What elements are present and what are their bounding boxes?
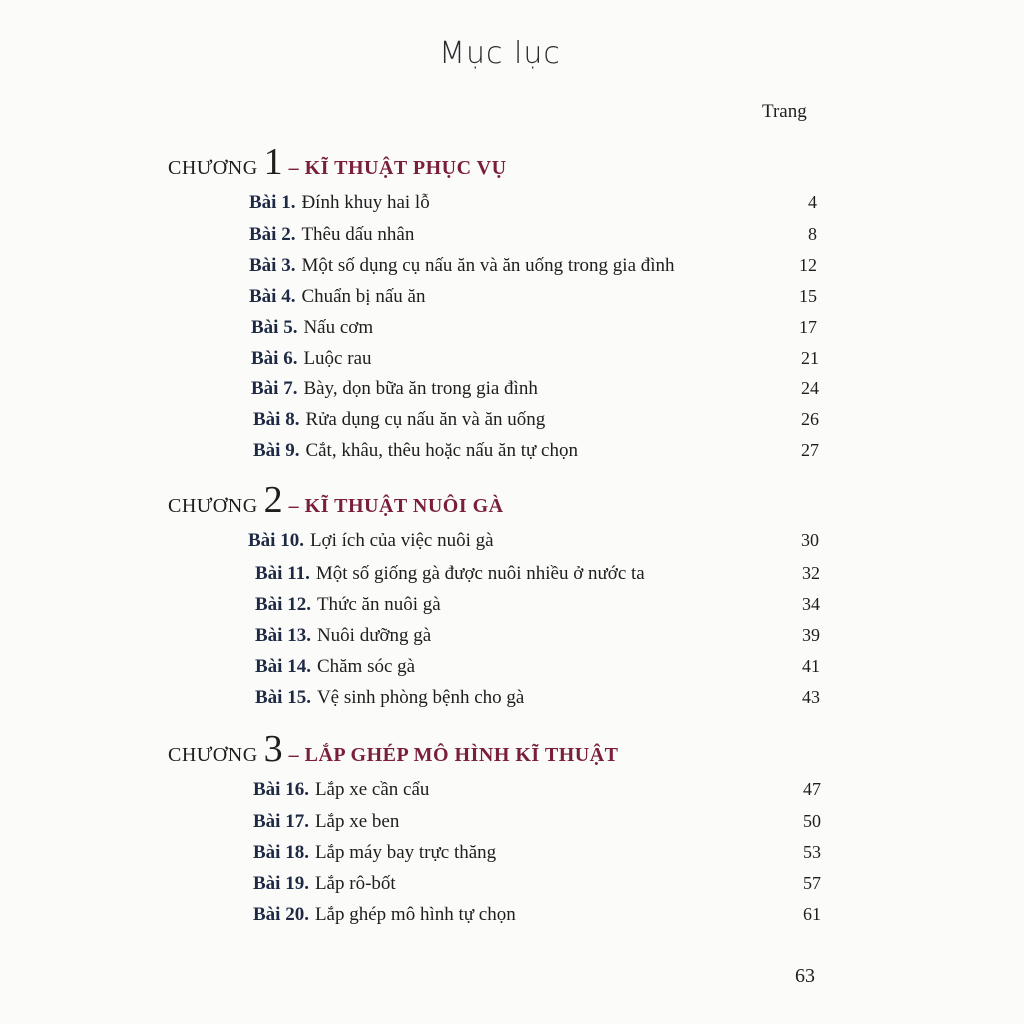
chapter-title: KĨ THUẬT NUÔI GÀ (304, 495, 504, 517)
chapter-dash: – (288, 495, 299, 517)
chapter-number: 3 (263, 728, 283, 770)
lesson-title: Vệ sinh phòng bệnh cho gà (316, 687, 525, 708)
lesson-page: 57 (803, 873, 821, 893)
lesson-number: Bài 17. (253, 811, 309, 832)
chapter-word: CHƯƠNG (168, 157, 258, 179)
lesson-page: 26 (801, 409, 819, 429)
toc-entry (251, 378, 819, 406)
lesson-page: 61 (803, 904, 821, 924)
lesson-number: Bài 5. (251, 317, 298, 338)
lesson-page: 41 (802, 656, 820, 676)
chapter-dash: – (288, 744, 299, 766)
toc-entry (249, 224, 817, 252)
lesson-title: Thêu dấu nhân (301, 224, 415, 245)
lesson-number: Bài 13. (255, 625, 311, 646)
lesson-number: Bài 9. (253, 440, 300, 461)
toc-entry (253, 904, 821, 932)
lesson-title: Cắt, khâu, thêu hoặc nấu ăn tự chọn (305, 440, 578, 461)
toc-entry (255, 563, 820, 591)
lesson-number: Bài 14. (255, 656, 311, 677)
chapter-heading-2 (168, 478, 504, 522)
chapter-title: LẮP GHÉP MÔ HÌNH KĨ THUẬT (304, 744, 619, 766)
lesson-page: 15 (799, 286, 817, 306)
lesson-number: Bài 10. (248, 530, 304, 551)
lesson-number: Bài 11. (255, 563, 310, 584)
chapter-heading-1 (168, 140, 507, 184)
toc-entry (251, 348, 819, 376)
lesson-title: Nuôi dưỡng gà (316, 625, 432, 646)
toc-entry (253, 440, 819, 468)
lesson-number: Bài 4. (249, 286, 296, 307)
page-number: 63 (795, 965, 815, 987)
page-column-label: Trang (762, 101, 807, 122)
toc-entry (248, 530, 819, 558)
chapter-word: CHƯƠNG (168, 744, 258, 766)
lesson-page: 32 (802, 563, 820, 583)
toc-entry (251, 317, 817, 345)
lesson-page: 39 (802, 625, 820, 645)
lesson-title: Một số dụng cụ nấu ăn và ăn uống trong gia đình (301, 255, 675, 276)
lesson-title: Lợi ích của việc nuôi gà (309, 530, 494, 551)
lesson-title: Luộc rau (303, 348, 372, 369)
lesson-number: Bài 1. (249, 192, 296, 213)
toc-entry (253, 779, 821, 807)
lesson-title: Đính khuy hai lỗ (301, 192, 430, 213)
lesson-page: 4 (808, 192, 817, 212)
lesson-title: Rửa dụng cụ nấu ăn và ăn uống (305, 409, 546, 430)
lesson-number: Bài 8. (253, 409, 300, 430)
lesson-page: 34 (802, 594, 820, 614)
toc-entry (255, 594, 820, 622)
toc-entry (255, 625, 820, 653)
lesson-title: Lắp xe cần cẩu (314, 779, 430, 800)
lesson-title: Lắp rô-bốt (314, 873, 396, 894)
lesson-page: 24 (801, 378, 819, 398)
chapter-word: CHƯƠNG (168, 495, 258, 517)
lesson-number: Bài 3. (249, 255, 296, 276)
toc-entry (253, 842, 821, 870)
lesson-number: Bài 7. (251, 378, 298, 399)
toc-entry (255, 687, 820, 715)
toc-entry (249, 192, 817, 220)
chapter-number: 2 (263, 479, 283, 521)
lesson-title: Lắp máy bay trực thăng (314, 842, 497, 863)
lesson-title: Lắp xe ben (314, 811, 400, 832)
lesson-page: 8 (808, 224, 817, 244)
lesson-page: 12 (799, 255, 817, 275)
lesson-page: 53 (803, 842, 821, 862)
chapter-number: 1 (263, 141, 283, 183)
toc-entry (249, 286, 817, 314)
lesson-number: Bài 2. (249, 224, 296, 245)
lesson-title: Nấu cơm (303, 317, 374, 338)
lesson-page: 21 (801, 348, 819, 368)
lesson-page: 50 (803, 811, 821, 831)
lesson-page: 43 (802, 687, 820, 707)
lesson-number: Bài 18. (253, 842, 309, 863)
lesson-title: Bày, dọn bữa ăn trong gia đình (303, 378, 538, 399)
toc-entry (253, 409, 819, 437)
lesson-number: Bài 15. (255, 687, 311, 708)
toc-entry (255, 656, 820, 684)
lesson-title: Thức ăn nuôi gà (316, 594, 441, 615)
lesson-title: Chuẩn bị nấu ăn (301, 286, 426, 307)
lesson-title: Chăm sóc gà (316, 656, 416, 677)
lesson-page: 47 (803, 779, 821, 799)
lesson-number: Bài 20. (253, 904, 309, 925)
lesson-title: Một số giống gà được nuôi nhiều ở nước ta (315, 563, 645, 584)
toc-entry (253, 811, 821, 839)
toc-entry (249, 255, 817, 283)
lesson-page: 30 (801, 530, 819, 550)
lesson-number: Bài 6. (251, 348, 298, 369)
lesson-number: Bài 19. (253, 873, 309, 894)
lesson-page: 27 (801, 440, 819, 460)
lesson-number: Bài 16. (253, 779, 309, 800)
lesson-number: Bài 12. (255, 594, 311, 615)
page-title: Mục lục (439, 36, 561, 71)
chapter-heading-3 (168, 727, 618, 771)
chapter-title: KĨ THUẬT PHỤC VỤ (304, 157, 507, 179)
lesson-page: 17 (799, 317, 817, 337)
toc-entry (253, 873, 821, 901)
lesson-title: Lắp ghép mô hình tự chọn (314, 904, 516, 925)
chapter-dash: – (288, 157, 299, 179)
